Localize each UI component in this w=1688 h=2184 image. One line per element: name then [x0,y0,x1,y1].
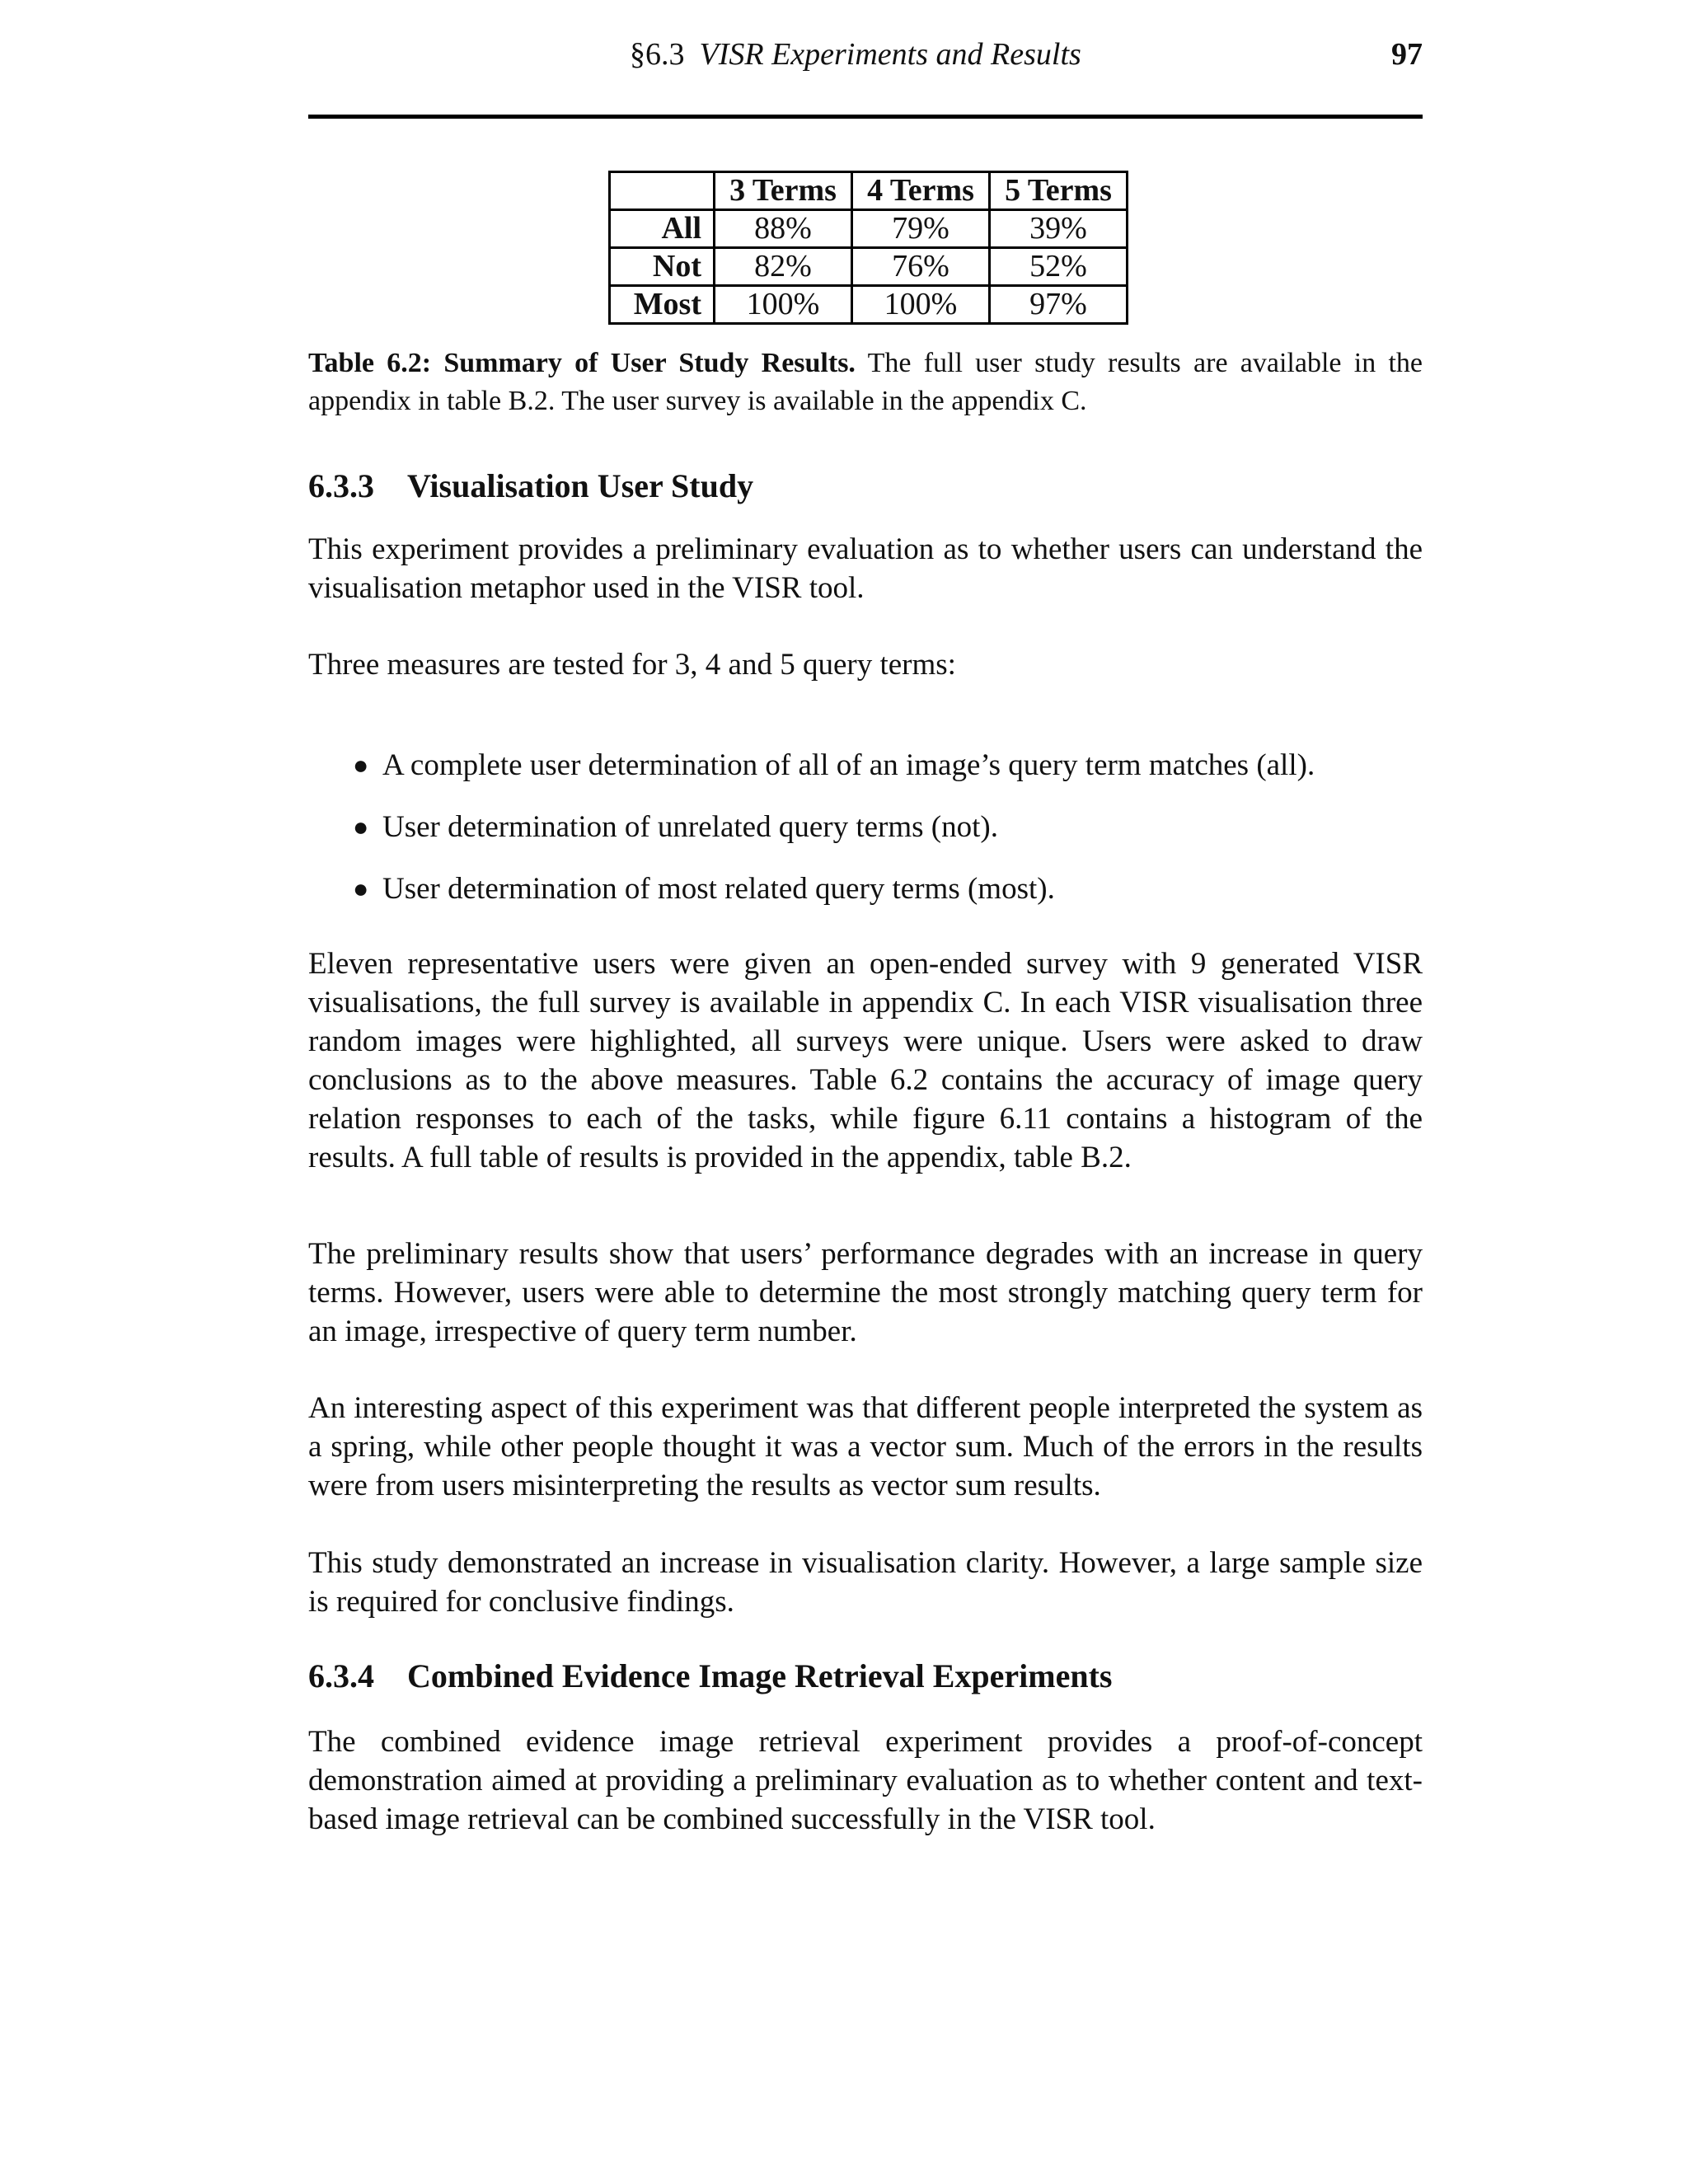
paragraph-interpretation: An interesting aspect of this experiment was that different people interpreted the system as a spring, while other people thought it was a vector sum. Much of the errors in the results were from users misinterpreting the results as vector sum results. [308,1391,1423,1502]
table-cell: 82% [715,248,852,286]
section-number: 6.3.3 [308,467,374,504]
table-cell: 39% [990,210,1128,248]
page-number: 97 [1391,37,1423,72]
running-head-section-number: §6.3 [630,37,685,72]
bullet-icon: ● [353,812,369,841]
bullet-icon: ● [353,874,369,903]
table-caption-label: Table 6.2: Summary of User Study Results. [308,348,856,378]
list-item-text: A complete user determination of all of an image’s query term matches (all). [382,748,1315,782]
paragraph-conclusion: This study demonstrated an increase in visualisation clarity. However, a large sample size is required for conclusive findings. [308,1546,1423,1619]
running-head-section [630,36,1081,73]
table-column-header: 4 Terms [852,172,990,210]
table-cell: 52% [990,248,1128,286]
list-item-text: User determination of unrelated query terms (not). [382,810,998,844]
table-column-header: 3 Terms [715,172,852,210]
list-item-text: User determination of most related query terms (most). [382,872,1055,906]
bullet-icon: ● [353,750,369,780]
paragraph-intro: This experiment provides a preliminary evaluation as to whether users can understand the visualisation metaphor used in the VISR tool. [308,532,1423,605]
table-row [610,210,1128,248]
table-caption [308,344,1423,420]
table-cell: 88% [715,210,852,248]
running-head [308,36,1423,77]
table-caption-text: The full user study results are available in the appendix in table B.2. The user survey is available in the appendix C. [308,348,1423,416]
table-corner-cell [610,172,715,210]
table-row [610,286,1128,324]
list-item [308,808,1423,846]
header-rule [308,115,1423,119]
table-cell: 100% [852,286,990,324]
table-row-header: Most [610,286,715,324]
table-cell: 100% [715,286,852,324]
table-cell: 79% [852,210,990,248]
paragraph-measures-intro: Three measures are tested for 3, 4 and 5 query terms: [308,648,956,682]
table-cell: 97% [990,286,1128,324]
table-column-header: 5 Terms [990,172,1128,210]
table-header-row [610,172,1128,210]
results-table [608,171,1128,325]
measures-list [308,746,1423,931]
section-title: Combined Evidence Image Retrieval Experiments [407,1657,1113,1694]
list-item [308,746,1423,785]
paragraph-combined-evidence: The combined evidence image retrieval experiment provides a proof-of-concept demonstration aimed at providing a preliminary evaluation as to whether content and text-based image retrieval can be combined successfully in the VISR tool. [308,1725,1423,1836]
running-head-section-title: VISR Experiments and Results [699,37,1081,72]
list-item [308,869,1423,908]
paragraph-results: The preliminary results show that users’ performance degrades with an increase in query terms. However, users were able to determine the most strongly matching query term for an image, irrespective of query term number. [308,1237,1423,1348]
section-heading-6-3-3 [308,466,753,505]
table-row-header: All [610,210,715,248]
table-row [610,248,1128,286]
table-row-header: Not [610,248,715,286]
section-title: Visualisation User Study [407,467,754,504]
paragraph-survey: Eleven representative users were given an open-ended survey with 9 generated VISR visualisations, the full survey is available in appendix C. In each VISR visualisation three random images were highlighted, all surveys were unique. Users were asked to draw conclusions as to the above measures. Table 6.2 contains the accuracy of image query relation responses to each of the tasks, while figure 6.11 contains a histogram of the results. A full table of results is provided in the appendix, table B.2. [308,947,1423,1174]
section-heading-6-3-4 [308,1657,1112,1695]
table-cell: 76% [852,248,990,286]
section-number: 6.3.4 [308,1657,374,1694]
